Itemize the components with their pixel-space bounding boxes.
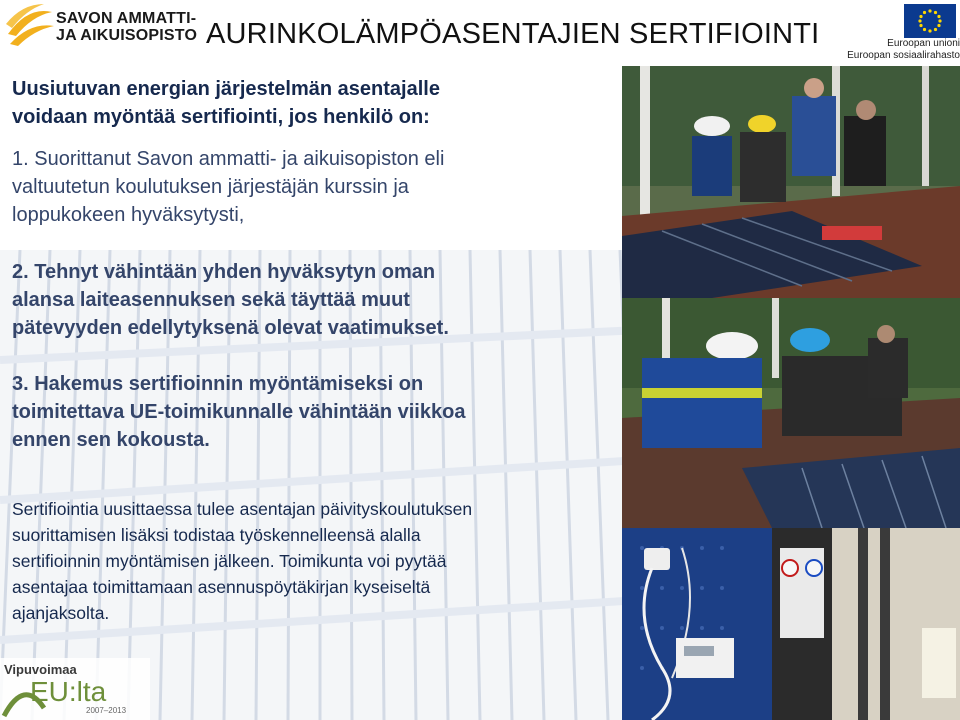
requirement-3-line: ennen sen kokousta.	[12, 429, 210, 451]
requirement-2-line: alansa laiteasennuksen sekä täyttää muut	[12, 289, 410, 311]
installers-helmets-photo	[622, 298, 960, 528]
logo-line-2: JA AIKUISOPISTO	[56, 27, 198, 44]
renewal-line: ajanjaksolta.	[12, 603, 110, 623]
intro-line: Uusiutuvan energian järjestelmän asentajalle	[12, 78, 440, 100]
eu-flag-icon	[904, 4, 956, 38]
savon-logo-text	[56, 10, 197, 44]
page-title: AURINKOLÄMPÖASENTAJIEN SERTIFIOINTI	[206, 18, 820, 50]
requirement-2	[12, 258, 622, 342]
requirement-2-line: pätevyyden edellytyksenä olevat vaatimukset.	[12, 317, 449, 339]
renewal-line: sertifioinnin myöntämisen jälkeen. Toimikunta voi pyytää	[12, 551, 447, 571]
renewal-line: suorittamisen lisäksi todistaa työskennelleensä alalla	[12, 525, 421, 545]
pump-station-photo	[622, 528, 960, 720]
vipuvoimaa-label: Vipuvoimaa	[4, 662, 77, 677]
requirement-1-line: 1. Suorittanut Savon ammatti- ja aikuisopiston eli	[12, 148, 445, 170]
eu-line-2: Euroopan sosiaalirahasto	[847, 50, 960, 61]
requirement-2-line: 2. Tehnyt vähintään yhden hyväksytyn oman	[12, 261, 436, 283]
renewal-text	[12, 496, 622, 626]
requirement-1-line: loppukokeen hyväksytysti,	[12, 204, 245, 226]
logo-line-1: SAVON AMMATTI-	[56, 10, 197, 27]
requirement-3-line: 3. Hakemus sertifioinnin myöntämiseksi on	[12, 373, 424, 395]
requirement-1-line: valtuutetun koulutuksen järjestäjän kurssin ja	[12, 176, 409, 198]
requirement-1	[12, 145, 622, 229]
renewal-line: asentajaa toimittamaan asennuspöytäkirjan kyseiseltä	[12, 577, 431, 597]
requirement-3-line: toimitettava UE-toimikunnalle vähintään viikkoa	[12, 401, 466, 423]
intro-text	[12, 75, 622, 131]
program-years: 2007–2013	[86, 706, 127, 715]
sun-logo-icon	[4, 4, 56, 52]
eu-text	[826, 38, 960, 62]
renewal-line: Sertifiointia uusittaessa tulee asentajan päivityskoulutuksen	[12, 499, 473, 519]
eulta-label: EU:lta	[30, 676, 107, 707]
intro-line: voidaan myöntää sertifiointi, jos henkilö on:	[12, 106, 430, 128]
requirement-3	[12, 370, 622, 454]
eu-line-1: Euroopan unioni	[887, 38, 960, 49]
installers-roof-photo	[622, 66, 960, 298]
